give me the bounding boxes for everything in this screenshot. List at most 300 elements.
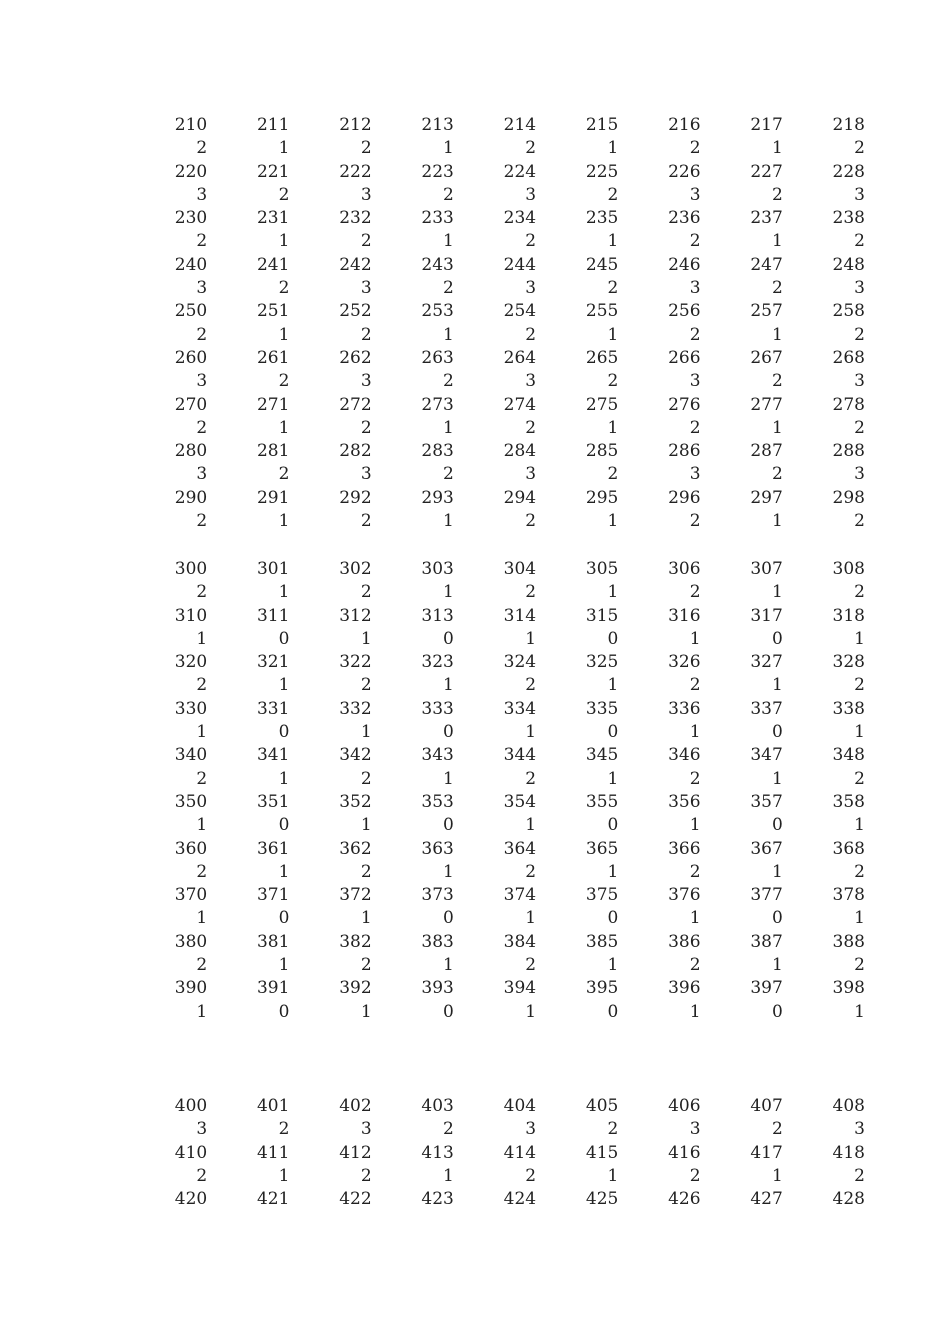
number-cell: 323 — [421, 652, 454, 673]
value-cell: 1 — [196, 722, 208, 743]
number-cell: 368 — [832, 838, 865, 859]
value-row — [125, 230, 865, 253]
number-row — [125, 1142, 865, 1165]
number-cell: 322 — [339, 652, 372, 673]
value-row — [125, 184, 865, 207]
number-cell: 420 — [174, 1189, 208, 1210]
value-cell: 1 — [689, 722, 701, 743]
value-cell: 1 — [278, 138, 290, 159]
number-cell: 218 — [832, 115, 865, 135]
number-row — [125, 161, 865, 184]
number-cell: 363 — [421, 838, 454, 859]
value-cell: 2 — [771, 1119, 783, 1140]
value-cell: 2 — [278, 464, 290, 485]
value-cell: 2 — [360, 231, 372, 252]
number-cell: 297 — [750, 487, 783, 508]
value-cell: 2 — [689, 511, 701, 532]
number-cell: 387 — [750, 931, 783, 952]
number-cell: 406 — [668, 1096, 701, 1116]
value-cell: 3 — [525, 278, 537, 299]
number-cell: 321 — [256, 652, 290, 673]
number-cell: 328 — [832, 652, 865, 673]
number-cell: 213 — [421, 115, 454, 135]
number-cell: 423 — [421, 1189, 454, 1210]
number-cell: 331 — [256, 698, 290, 719]
value-cell: 2 — [854, 138, 865, 159]
number-cell: 410 — [174, 1142, 208, 1163]
number-cell: 280 — [174, 441, 208, 462]
value-cell: 1 — [443, 511, 454, 532]
value-cell: 0 — [443, 815, 454, 836]
value-cell: 0 — [771, 815, 783, 836]
number-cell: 268 — [832, 347, 865, 368]
value-cell: 3 — [689, 1119, 701, 1140]
number-cell: 285 — [585, 441, 619, 462]
number-row — [125, 347, 865, 370]
value-cell: 1 — [443, 675, 454, 696]
value-cell: 2 — [360, 324, 372, 345]
value-cell: 2 — [689, 955, 701, 976]
value-row — [125, 277, 865, 300]
number-cell: 413 — [421, 1142, 454, 1163]
value-cell: 1 — [278, 231, 290, 252]
number-cell: 245 — [585, 254, 619, 275]
number-cell: 293 — [421, 487, 454, 508]
number-cell: 412 — [339, 1142, 372, 1163]
number-cell: 383 — [421, 931, 454, 952]
value-cell: 2 — [607, 464, 619, 485]
value-cell: 1 — [689, 908, 701, 929]
number-cell: 310 — [174, 605, 208, 626]
number-cell: 350 — [174, 791, 208, 812]
value-cell: 1 — [854, 815, 865, 836]
value-row — [125, 581, 865, 604]
number-cell: 234 — [503, 208, 537, 229]
number-cell: 210 — [174, 115, 208, 135]
number-cell: 374 — [503, 885, 537, 906]
value-row — [125, 768, 865, 791]
value-cell: 2 — [196, 231, 208, 252]
number-cell: 332 — [339, 698, 372, 719]
value-cell: 1 — [278, 1165, 290, 1186]
number-cell: 393 — [421, 978, 454, 999]
value-cell: 2 — [196, 675, 208, 696]
number-cell: 248 — [832, 254, 865, 275]
number-cell: 301 — [256, 559, 290, 579]
number-cell: 286 — [668, 441, 701, 462]
number-row — [125, 114, 865, 137]
value-cell: 3 — [854, 464, 865, 485]
number-cell: 212 — [339, 115, 372, 135]
number-cell: 300 — [174, 559, 208, 579]
value-cell: 1 — [196, 1001, 208, 1022]
value-cell: 1 — [689, 1001, 701, 1022]
number-cell: 256 — [668, 301, 701, 322]
number-cell: 233 — [421, 208, 454, 229]
value-cell: 0 — [771, 722, 783, 743]
number-row — [125, 254, 865, 277]
value-cell: 2 — [196, 861, 208, 882]
value-row — [125, 510, 865, 533]
number-cell: 260 — [174, 347, 208, 368]
number-cell: 424 — [503, 1189, 537, 1210]
number-cell: 428 — [832, 1189, 865, 1210]
value-cell: 0 — [278, 628, 290, 649]
value-cell: 2 — [360, 955, 372, 976]
number-cell: 252 — [339, 301, 372, 322]
number-cell: 388 — [832, 931, 865, 952]
number-cell: 342 — [339, 745, 372, 766]
value-cell: 2 — [689, 231, 701, 252]
value-cell: 3 — [525, 184, 537, 205]
number-cell: 220 — [174, 161, 208, 182]
number-cell: 411 — [256, 1142, 290, 1163]
value-row — [125, 861, 865, 884]
number-cell: 316 — [668, 605, 701, 626]
number-cell: 377 — [750, 885, 783, 906]
value-cell: 1 — [278, 861, 290, 882]
number-row — [125, 394, 865, 417]
value-cell: 2 — [360, 138, 372, 159]
number-cell: 230 — [174, 208, 208, 229]
number-cell: 382 — [339, 931, 372, 952]
number-cell: 255 — [585, 301, 619, 322]
value-cell: 0 — [607, 628, 619, 649]
number-cell: 391 — [256, 978, 290, 999]
number-cell: 288 — [832, 441, 865, 462]
number-cell: 312 — [339, 605, 372, 626]
number-cell: 344 — [503, 745, 537, 766]
number-cell: 298 — [832, 487, 865, 508]
number-cell: 351 — [256, 791, 290, 812]
value-cell: 2 — [525, 861, 537, 882]
value-cell: 3 — [196, 278, 208, 299]
number-cell: 305 — [585, 559, 619, 579]
value-cell: 2 — [525, 511, 537, 532]
value-cell: 0 — [607, 1001, 619, 1022]
value-cell: 1 — [360, 1001, 372, 1022]
number-cell: 315 — [585, 605, 619, 626]
value-cell: 3 — [689, 464, 701, 485]
value-cell: 2 — [607, 184, 619, 205]
value-cell: 1 — [689, 815, 701, 836]
value-row — [125, 628, 865, 651]
number-cell: 317 — [750, 605, 783, 626]
value-cell: 2 — [360, 1165, 372, 1186]
number-block-400s — [125, 1095, 865, 1211]
value-row — [125, 1165, 865, 1188]
value-cell: 1 — [607, 138, 619, 159]
value-cell: 2 — [854, 1165, 865, 1186]
value-cell: 2 — [443, 184, 454, 205]
value-cell: 2 — [854, 324, 865, 345]
value-cell: 2 — [525, 768, 537, 789]
value-cell: 2 — [196, 768, 208, 789]
value-cell: 1 — [854, 1001, 865, 1022]
number-cell: 425 — [585, 1189, 619, 1210]
value-cell: 1 — [443, 417, 454, 438]
number-cell: 221 — [256, 161, 290, 182]
value-row — [125, 1118, 865, 1141]
number-cell: 404 — [503, 1096, 537, 1116]
number-cell: 427 — [750, 1189, 783, 1210]
value-cell: 2 — [854, 231, 865, 252]
number-row — [125, 977, 865, 1000]
number-cell: 362 — [339, 838, 372, 859]
value-cell: 2 — [689, 417, 701, 438]
value-row — [125, 417, 865, 440]
number-cell: 276 — [668, 394, 701, 415]
number-cell: 270 — [174, 394, 208, 415]
number-cell: 352 — [339, 791, 372, 812]
value-cell: 1 — [771, 861, 783, 882]
number-cell: 240 — [174, 254, 208, 275]
number-cell: 360 — [174, 838, 208, 859]
number-cell: 416 — [668, 1142, 701, 1163]
value-cell: 1 — [771, 231, 783, 252]
value-cell: 3 — [360, 1119, 372, 1140]
number-cell: 422 — [339, 1189, 372, 1210]
number-cell: 215 — [585, 115, 619, 135]
value-cell: 1 — [525, 628, 537, 649]
number-cell: 277 — [750, 394, 783, 415]
value-row — [125, 954, 865, 977]
number-cell: 320 — [174, 652, 208, 673]
number-cell: 263 — [421, 347, 454, 368]
value-cell: 1 — [278, 675, 290, 696]
value-cell: 2 — [525, 417, 537, 438]
value-cell: 2 — [278, 278, 290, 299]
value-cell: 0 — [278, 815, 290, 836]
number-cell: 348 — [832, 745, 865, 766]
value-cell: 1 — [607, 1165, 619, 1186]
value-cell: 3 — [196, 371, 208, 392]
number-cell: 340 — [174, 745, 208, 766]
number-cell: 426 — [668, 1189, 701, 1210]
number-cell: 283 — [421, 441, 454, 462]
number-cell: 397 — [750, 978, 783, 999]
value-cell: 1 — [196, 815, 208, 836]
value-cell: 1 — [360, 908, 372, 929]
value-cell: 1 — [443, 768, 454, 789]
value-cell: 0 — [607, 908, 619, 929]
number-cell: 271 — [256, 394, 290, 415]
number-cell: 251 — [256, 301, 290, 322]
number-cell: 333 — [421, 698, 454, 719]
value-cell: 3 — [360, 371, 372, 392]
number-cell: 295 — [585, 487, 619, 508]
number-cell: 355 — [585, 791, 619, 812]
number-cell: 308 — [832, 559, 865, 579]
value-cell: 1 — [771, 768, 783, 789]
value-cell: 1 — [607, 675, 619, 696]
value-cell: 1 — [525, 722, 537, 743]
value-cell: 1 — [360, 722, 372, 743]
number-cell: 326 — [668, 652, 701, 673]
value-cell: 1 — [607, 582, 619, 603]
number-row — [125, 558, 865, 581]
value-cell: 1 — [525, 815, 537, 836]
value-cell: 2 — [771, 464, 783, 485]
value-cell: 2 — [525, 1165, 537, 1186]
number-cell: 290 — [174, 487, 208, 508]
number-cell: 303 — [421, 559, 454, 579]
value-cell: 1 — [771, 1165, 783, 1186]
number-cell: 395 — [585, 978, 619, 999]
number-cell: 264 — [503, 347, 537, 368]
number-cell: 266 — [668, 347, 701, 368]
value-cell: 0 — [607, 815, 619, 836]
number-cell: 281 — [256, 441, 290, 462]
value-cell: 2 — [196, 582, 208, 603]
number-cell: 253 — [421, 301, 454, 322]
value-row — [125, 370, 865, 393]
number-cell: 372 — [339, 885, 372, 906]
number-cell: 347 — [750, 745, 783, 766]
number-cell: 407 — [750, 1096, 783, 1116]
value-cell: 2 — [525, 675, 537, 696]
number-cell: 273 — [421, 394, 454, 415]
number-cell: 254 — [503, 301, 537, 322]
number-cell: 417 — [750, 1142, 783, 1163]
value-cell: 2 — [854, 955, 865, 976]
number-row — [125, 605, 865, 628]
number-cell: 421 — [256, 1189, 290, 1210]
value-cell: 1 — [278, 955, 290, 976]
number-cell: 258 — [832, 301, 865, 322]
value-cell: 3 — [360, 184, 372, 205]
number-cell: 226 — [668, 161, 701, 182]
number-cell: 242 — [339, 254, 372, 275]
number-row — [125, 651, 865, 674]
number-cell: 386 — [668, 931, 701, 952]
number-cell: 311 — [256, 605, 290, 626]
value-cell: 1 — [771, 675, 783, 696]
number-cell: 227 — [750, 161, 783, 182]
number-cell: 318 — [832, 605, 865, 626]
number-cell: 287 — [750, 441, 783, 462]
value-cell: 1 — [196, 628, 208, 649]
number-cell: 282 — [339, 441, 372, 462]
number-cell: 378 — [832, 885, 865, 906]
number-cell: 385 — [585, 931, 619, 952]
value-cell: 0 — [278, 1001, 290, 1022]
value-cell: 2 — [689, 324, 701, 345]
number-cell: 345 — [585, 745, 619, 766]
value-cell: 3 — [360, 278, 372, 299]
number-cell: 214 — [503, 115, 537, 135]
value-cell: 2 — [360, 861, 372, 882]
value-cell: 2 — [854, 511, 865, 532]
value-cell: 1 — [278, 417, 290, 438]
number-cell: 278 — [832, 394, 865, 415]
number-block-300s — [125, 558, 865, 1024]
value-row — [125, 324, 865, 347]
number-cell: 341 — [256, 745, 290, 766]
value-cell: 1 — [607, 768, 619, 789]
value-cell: 3 — [525, 464, 537, 485]
number-cell: 398 — [832, 978, 865, 999]
value-cell: 0 — [607, 722, 619, 743]
value-cell: 1 — [443, 582, 454, 603]
number-cell: 244 — [503, 254, 537, 275]
number-cell: 376 — [668, 885, 701, 906]
value-cell: 0 — [771, 628, 783, 649]
number-cell: 343 — [421, 745, 454, 766]
value-cell: 2 — [278, 1119, 290, 1140]
number-cell: 346 — [668, 745, 701, 766]
value-cell: 1 — [607, 511, 619, 532]
value-cell: 3 — [525, 1119, 537, 1140]
value-cell: 1 — [278, 768, 290, 789]
number-cell: 330 — [174, 698, 208, 719]
number-cell: 403 — [421, 1096, 454, 1116]
number-cell: 246 — [668, 254, 701, 275]
number-cell: 400 — [174, 1096, 208, 1116]
value-cell: 2 — [689, 675, 701, 696]
number-cell: 402 — [339, 1096, 372, 1116]
value-cell: 0 — [443, 722, 454, 743]
number-cell: 224 — [503, 161, 537, 182]
value-row — [125, 463, 865, 486]
number-cell: 336 — [668, 698, 701, 719]
number-cell: 211 — [256, 115, 290, 135]
value-row — [125, 674, 865, 697]
number-cell: 313 — [421, 605, 454, 626]
number-cell: 390 — [174, 978, 208, 999]
value-cell: 2 — [771, 371, 783, 392]
number-cell: 222 — [339, 161, 372, 182]
number-cell: 325 — [585, 652, 619, 673]
number-cell: 223 — [421, 161, 454, 182]
value-cell: 2 — [689, 768, 701, 789]
value-row — [125, 1001, 865, 1024]
value-cell: 1 — [443, 138, 454, 159]
value-cell: 1 — [607, 861, 619, 882]
number-cell: 338 — [832, 698, 865, 719]
value-cell: 1 — [771, 324, 783, 345]
number-cell: 401 — [256, 1096, 290, 1116]
value-cell: 3 — [854, 1119, 865, 1140]
value-cell: 2 — [443, 464, 454, 485]
number-cell: 267 — [750, 347, 783, 368]
number-cell: 284 — [503, 441, 537, 462]
value-row — [125, 907, 865, 930]
value-cell: 2 — [443, 278, 454, 299]
value-cell: 2 — [689, 1165, 701, 1186]
number-cell: 250 — [174, 301, 208, 322]
value-cell: 2 — [443, 1119, 454, 1140]
number-cell: 314 — [503, 605, 537, 626]
value-cell: 1 — [607, 231, 619, 252]
value-cell: 2 — [689, 582, 701, 603]
value-cell: 2 — [360, 417, 372, 438]
value-cell: 1 — [771, 511, 783, 532]
number-cell: 375 — [585, 885, 619, 906]
value-cell: 1 — [607, 324, 619, 345]
value-row — [125, 814, 865, 837]
number-cell: 358 — [832, 791, 865, 812]
value-cell: 2 — [689, 138, 701, 159]
value-cell: 1 — [607, 955, 619, 976]
value-cell: 1 — [278, 582, 290, 603]
value-cell: 0 — [771, 1001, 783, 1022]
value-cell: 3 — [196, 464, 208, 485]
number-cell: 353 — [421, 791, 454, 812]
number-row — [125, 698, 865, 721]
number-cell: 243 — [421, 254, 454, 275]
value-cell: 1 — [854, 722, 865, 743]
